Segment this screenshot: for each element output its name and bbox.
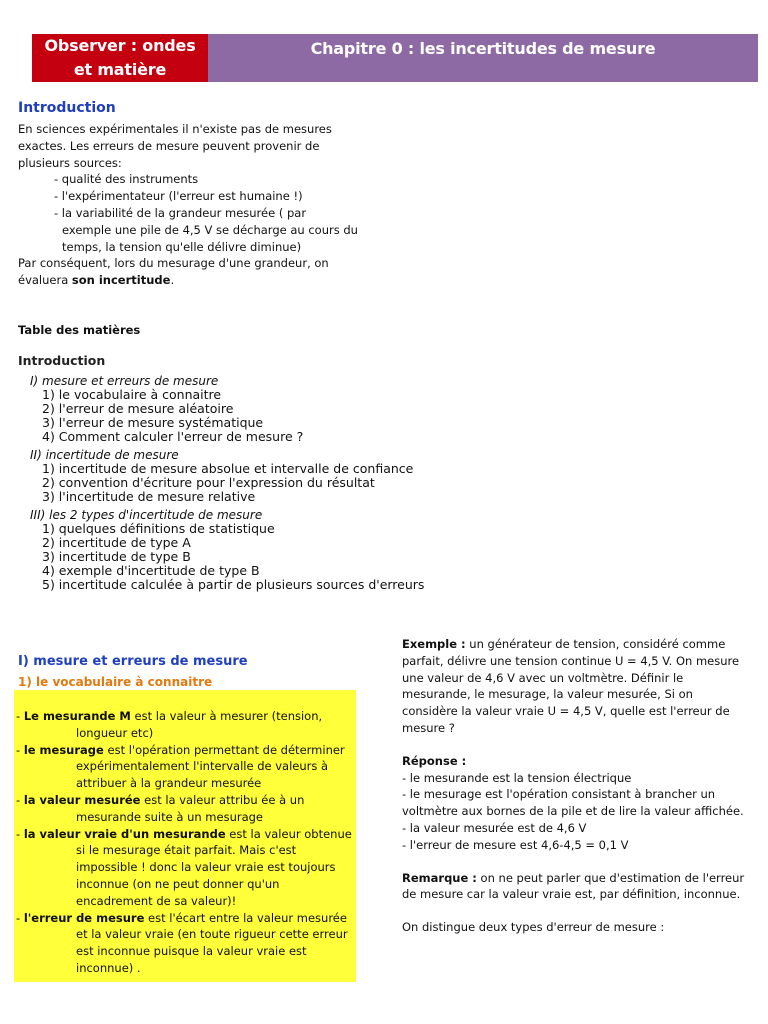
subject-line-1: Observer : ondes <box>44 36 196 55</box>
toc-intro-link[interactable]: Introduction <box>18 353 106 368</box>
definition-dash: - <box>16 826 24 841</box>
toc-section-1[interactable]: I) mesure et erreurs de mesure <box>30 374 219 388</box>
remark-label: Remarque : <box>402 870 477 885</box>
definition-dash: - <box>16 742 24 757</box>
intro-paragraph-1: En sciences expérimentales il n'existe pas de mesures exactes. Les erreurs de mesure peuvent provenir de plusieurs sources: <box>18 122 332 170</box>
section-1-subheading: 1) le vocabulaire à connaitre <box>18 675 213 689</box>
remark-paragraph <box>402 870 750 904</box>
toc-item[interactable]: 1) quelques définitions de statistique <box>42 521 275 536</box>
example-paragraph <box>402 636 750 737</box>
remark-text: on ne peut parler que d'estimation de l'erreur de mesure car la valeur vraie est, par définition, inconnue. <box>402 870 745 902</box>
answer-line: - la valeur mesurée est de 4,6 V <box>402 820 587 835</box>
intro-p2-end: . <box>170 273 175 288</box>
example-text: un générateur de tension, considéré comme parfait, délivre une tension continue U = 4,5 V. On mesure une valeur de 4,6 V avec un voltmètre. Définir le mesurande, le mesurage, la valeur mesurée, Si on considère la valeur vraie U = 4,5 V, quelle est l'erreur de mesure ? <box>402 637 740 735</box>
spacer <box>402 903 750 919</box>
definition-term: la valeur vraie d'un mesurande <box>23 826 226 841</box>
definition-term: le mesurage <box>23 742 104 757</box>
toc-item[interactable]: 2) convention d'écriture pour l'expression du résultat <box>42 475 375 490</box>
definition-text: est l'opération permettant de déterminer expérimentalement l'intervalle de valeurs à attribuer à la grandeur mesurée <box>76 742 345 791</box>
introduction-heading: Introduction <box>18 100 116 116</box>
definition-text: est la valeur à mesurer (tension, longueur etc) <box>76 709 323 740</box>
answer-line: - le mesurande est la tension électrique <box>402 770 632 785</box>
definition-dash: - <box>16 910 24 925</box>
definition-text: est la valeur attribu ée à un mesurande suite à un mesurage <box>76 792 305 824</box>
toc-item[interactable]: 2) l'erreur de mesure aléatoire <box>42 401 234 416</box>
definition-item <box>16 826 354 910</box>
definition-text: est l'écart entre la valeur mesurée et la valeur vraie (en toute rigueur cette erreur est inconnue puisque la valeur vraie est inconnue) . <box>76 910 348 975</box>
toc-item[interactable]: 5) incertitude calculée à partir de plusieurs sources d'erreurs <box>42 577 425 592</box>
table-of-contents <box>30 374 424 592</box>
intro-source-item: - la variabilité de la grandeur mesurée ( par exemple une pile de 4,5 V se décharge au cours du temps, la tension qu'elle délivre diminue) <box>54 205 358 254</box>
definition-dash: - <box>16 709 24 723</box>
subject-banner <box>32 34 208 82</box>
answer-line: - l'erreur de mesure est 4,6-4,5 = 0,1 V <box>402 837 629 852</box>
definition-item <box>16 742 354 792</box>
toc-item[interactable]: 2) incertitude de type A <box>42 535 191 550</box>
toc-item[interactable]: 3) incertitude de type B <box>42 549 191 564</box>
intro-p2-start: Par conséquent, lors du mesurage d'une grandeur, on évaluera <box>18 256 329 288</box>
answer-label-text: Réponse : <box>402 753 467 768</box>
answer-label <box>402 753 750 770</box>
intro-paragraph-2 <box>18 255 358 289</box>
example-label: Exemple : <box>402 637 466 651</box>
introduction-body <box>18 121 358 289</box>
toc-item[interactable]: 4) exemple d'incertitude de type B <box>42 563 260 578</box>
definition-item <box>16 910 354 977</box>
toc-item[interactable]: 1) incertitude de mesure absolue et intervalle de confiance <box>42 461 414 476</box>
definition-item <box>16 792 354 826</box>
intro-source-item: - qualité des instruments <box>54 172 199 187</box>
toc-item[interactable]: 1) le vocabulaire à connaitre <box>42 387 222 402</box>
chapter-banner <box>208 34 758 82</box>
spacer <box>402 854 750 870</box>
definition-term: Le mesurande M <box>23 709 131 723</box>
toc-item[interactable]: 3) l'incertitude de mesure relative <box>42 489 256 504</box>
toc-section-3[interactable]: III) les 2 types d'incertitude de mesure <box>30 508 263 522</box>
intro-p2-bold: son incertitude <box>71 273 171 288</box>
definition-text: est la valeur obtenue si le mesurage était parfait. Mais c'est impossible ! donc la valeur vraie est toujours inconnue (on ne peut donner qu'un encadrement de sa valeur)! <box>76 826 352 908</box>
toc-item[interactable]: 4) Comment calculer l'erreur de mesure ? <box>42 429 304 444</box>
intro-source-list <box>18 171 358 255</box>
definitions-list <box>16 708 354 977</box>
definition-term: l'erreur de mesure <box>23 910 145 925</box>
spacer <box>402 737 750 753</box>
chapter-title: Chapitre 0 : les incertitudes de mesure <box>310 39 656 58</box>
closing-line: On distingue deux types d'erreur de mesure : <box>402 920 665 935</box>
section-1-heading: I) mesure et erreurs de mesure <box>18 654 248 669</box>
definition-dash: - <box>16 792 24 807</box>
intro-source-item: - l'expérimentateur (l'erreur est humaine !) <box>54 189 303 204</box>
subject-line-2: et matière <box>73 60 167 79</box>
definition-term: la valeur mesurée <box>23 792 141 807</box>
toc-item[interactable]: 3) l'erreur de mesure systématique <box>42 415 264 430</box>
answer-line: - le mesurage est l'opération consistant à brancher un voltmètre aux bornes de la pile et de lire la valeur affichée. <box>402 787 744 819</box>
definition-item <box>16 708 354 742</box>
toc-section-2[interactable]: II) incertitude de mesure <box>30 448 179 462</box>
example-column <box>402 636 750 936</box>
toc-heading: Table des matières <box>18 323 141 337</box>
